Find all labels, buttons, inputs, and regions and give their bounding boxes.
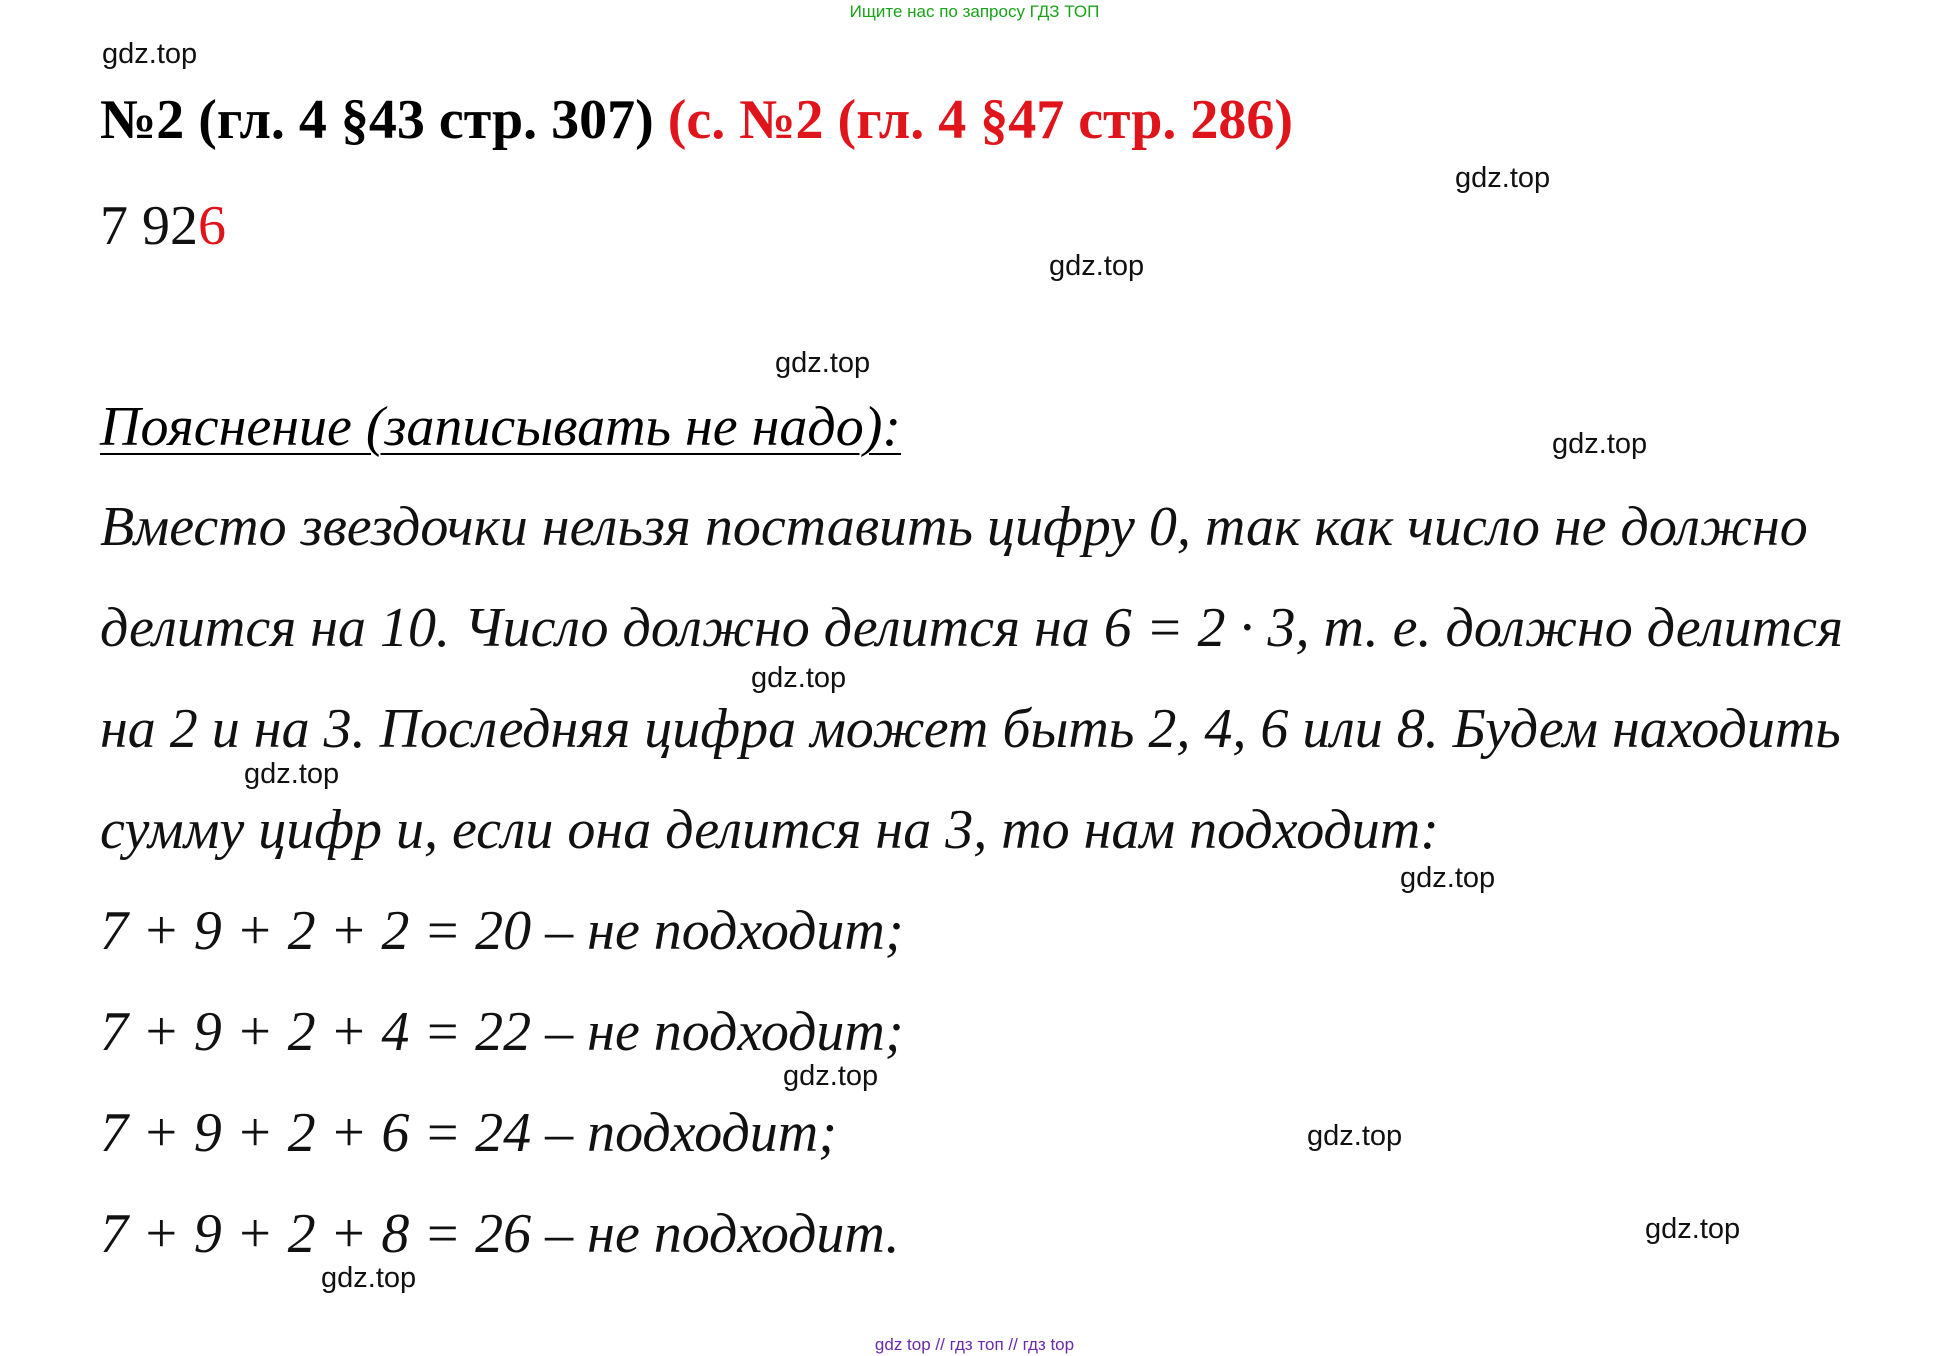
watermark: gdz.top (751, 662, 847, 694)
watermark: gdz.top (1455, 162, 1551, 194)
exercise-title (100, 88, 1293, 152)
watermark: gdz.top (1049, 250, 1145, 282)
watermark: gdz.top (775, 347, 871, 379)
answer-digit: 6 (198, 195, 226, 257)
explanation-line: на 2 и на 3. Последняя цифра может быть 2, 4, 6 или 8. Будем находить (100, 698, 1841, 760)
explanation-line: делится на 10. Число должно делится на 6 = 2 · 3, т. е. должно делится (100, 597, 1843, 659)
footer-links[interactable]: gdz top // гдз топ // гдз top (874, 1335, 1075, 1354)
digit-sum-line: 7 + 9 + 2 + 2 = 20 – не подходит; (100, 900, 904, 962)
watermark: gdz.top (244, 758, 340, 790)
digit-sum-line: 7 + 9 + 2 + 6 = 24 – подходит; (100, 1102, 837, 1164)
digit-sum-line: 7 + 9 + 2 + 4 = 22 – не подходит; (100, 1001, 904, 1063)
explanation-line: Вместо звездочки нельзя поставить цифру 0, так как число не должно (100, 496, 1808, 558)
watermark: gdz.top (1400, 862, 1496, 894)
answer-prefix: 7 92 (100, 195, 198, 257)
search-banner: Ищите нас по запросу ГДЗ ТОП (849, 2, 1100, 21)
watermark: gdz.top (1645, 1213, 1741, 1245)
explanation-line: сумму цифр и, если она делится на 3, то нам подходит: (100, 799, 1439, 861)
watermark: gdz.top (783, 1060, 879, 1092)
alt-exercise-number: (с. №2 (гл. 4 §47 стр. 286) (667, 89, 1294, 151)
answer (100, 194, 226, 258)
exercise-number: №2 (гл. 4 §43 стр. 307) (100, 89, 654, 151)
watermark: gdz.top (102, 38, 198, 70)
watermark: gdz.top (321, 1262, 417, 1294)
watermark: gdz.top (1307, 1120, 1403, 1152)
digit-sum-line: 7 + 9 + 2 + 8 = 26 – не подходит. (100, 1203, 900, 1265)
watermark: gdz.top (1552, 428, 1648, 460)
explanation-heading: Пояснение (записывать не надо): (100, 396, 902, 458)
